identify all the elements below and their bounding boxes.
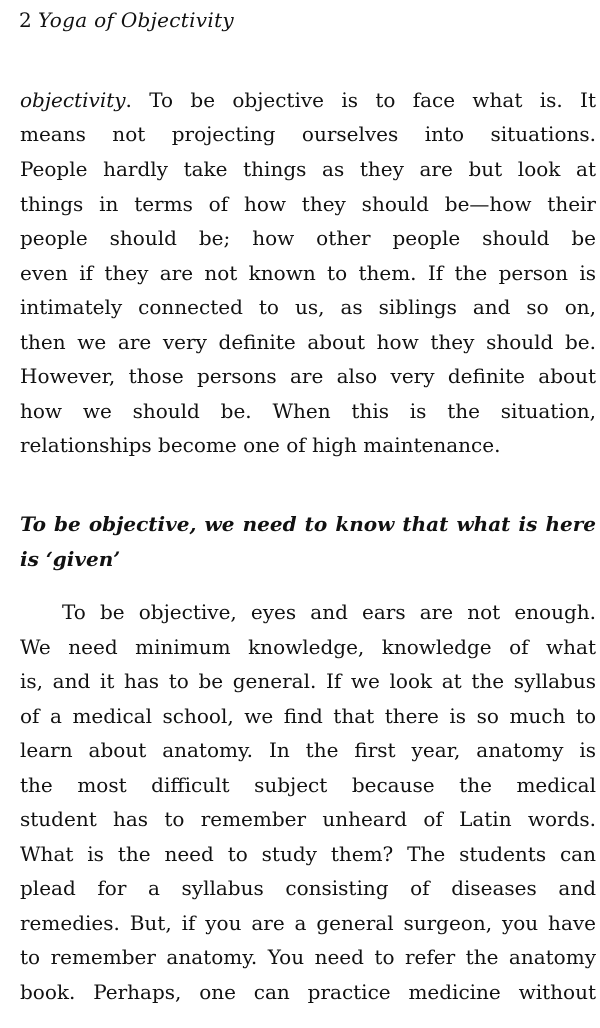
line-text: . To be objective is to face what is. It xyxy=(125,88,596,112)
paragraph-1-line: things in terms of how they should be—how their xyxy=(20,192,596,216)
paragraph-1-line: relationships become one of high maintenance. xyxy=(20,433,501,457)
paragraph-1-line: then we are very definite about how they should be. xyxy=(20,330,596,354)
paragraph-1-line: means not projecting ourselves into situations. xyxy=(20,122,596,146)
paragraph-1-line: intimately connected to us, as siblings and so on, xyxy=(20,295,596,319)
paragraph-2-line: book. Perhaps, one can practice medicine without xyxy=(20,980,596,1004)
paragraph-2-line: What is the need to study them? The students can xyxy=(20,842,596,866)
italic-term: objectivity xyxy=(20,88,126,112)
paragraph-2-line: of a medical school, we find that there is so much to xyxy=(20,704,596,728)
paragraph-2-line: student has to remember unheard of Latin words. xyxy=(20,807,596,831)
paragraph-2-line: remedies. But, if you are a general surgeon, you have xyxy=(20,911,596,935)
paragraph-2-line: plead for a syllabus consisting of diseases and xyxy=(20,876,596,900)
paragraph-2-line: is, and it has to be general. If we look at the syllabus xyxy=(20,669,596,693)
page-number: 2 xyxy=(19,8,33,32)
paragraph-1-line: people should be; how other people should be xyxy=(20,226,596,250)
paragraph-2-line: To be objective, eyes and ears are not enough. xyxy=(62,600,596,624)
paragraph-2-line: to remember anatomy. You need to refer the anatomy xyxy=(20,945,596,969)
section-heading: is ‘given’ xyxy=(20,547,121,571)
running-head xyxy=(19,8,234,32)
paragraph-1-line: even if they are not known to them. If the person is xyxy=(20,261,596,285)
paragraph-2-line: We need minimum knowledge, knowledge of what xyxy=(20,635,596,659)
section-heading: To be objective, we need to know that what is here xyxy=(20,512,596,536)
paragraph-1-line: how we should be. When this is the situation, xyxy=(20,399,596,423)
paragraph-1-line: However, those persons are also very definite about xyxy=(20,364,596,388)
book-title: Yoga of Objectivity xyxy=(38,8,235,32)
paragraph-2-line: learn about anatomy. In the first year, anatomy is xyxy=(20,738,596,762)
paragraph-2-line: the most difficult subject because the medical xyxy=(20,773,596,797)
paragraph-1-line: People hardly take things as they are but look at xyxy=(20,157,596,181)
paragraph-1-line xyxy=(20,86,596,114)
